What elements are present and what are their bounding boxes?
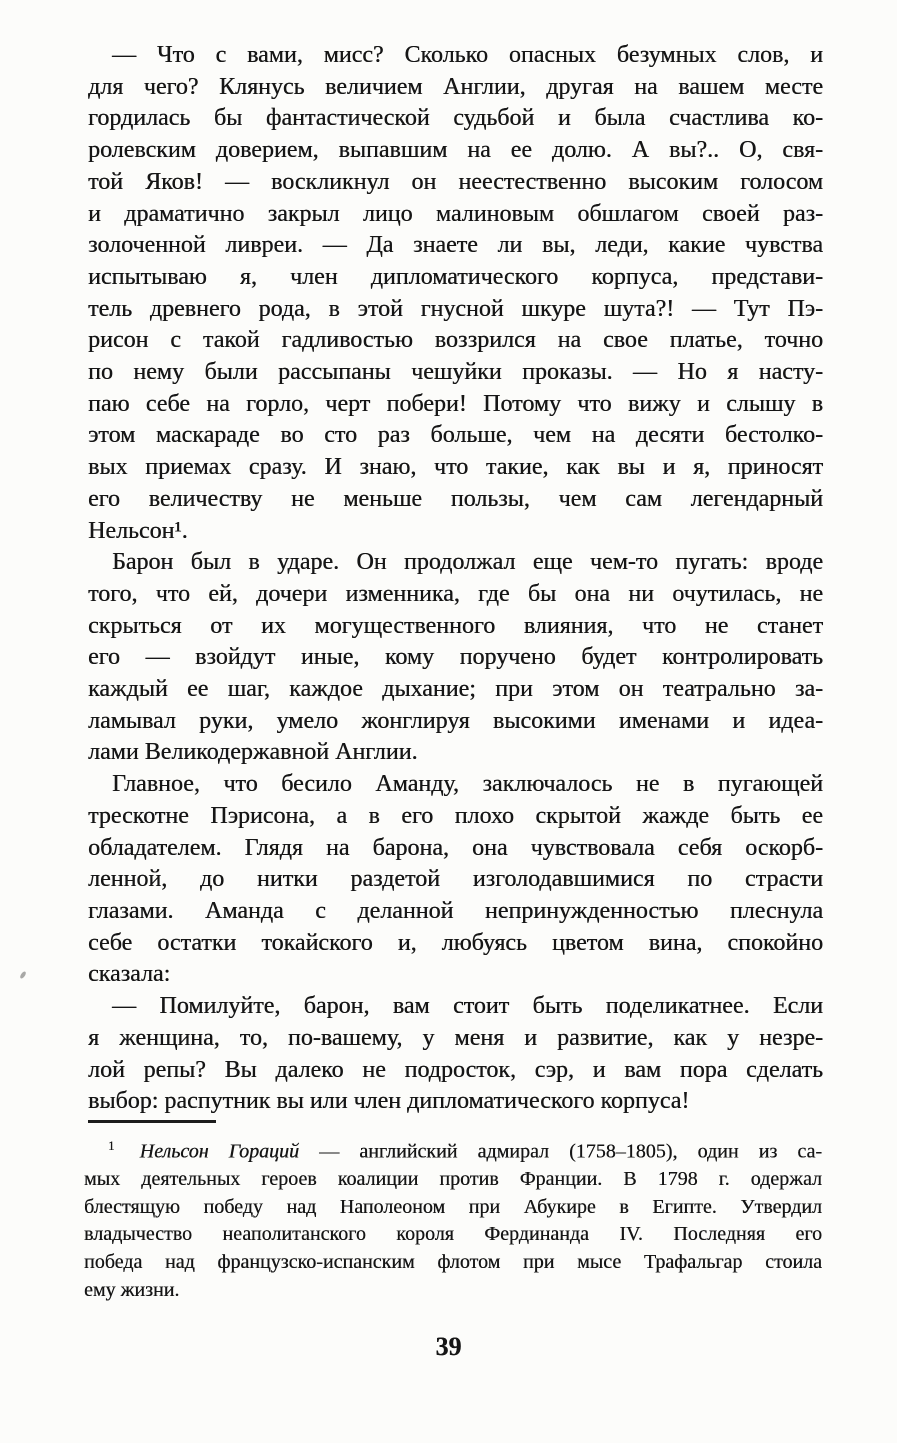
footnote-line: ему жизни. [84,1278,180,1301]
text-line: себе остатки токайского и, любуясь цветом вина, спокойно [88,929,823,956]
text-line: глазами. Аманда с деланной непринужденностью плеснула [88,897,823,924]
text-line: Барон был в ударе. Он продолжал еще чем-то пугать: вроде [112,549,823,576]
footnote-line: победа над французско-испанским флотом при мысе Трафальгар стоила [84,1251,822,1274]
footnote-line: блестящую победу над Наполеоном при Абукире в Египте. Утвердил [84,1195,822,1218]
footnote-line [84,1132,822,1166]
text-line: лой репы? Вы далеко не подросток, сэр, и вам пора сделать [88,1056,823,1083]
text-line: той Яков! — воскликнул он неестественно высоким голосом [88,168,823,195]
text-line: испытываю я, член дипломатического корпуса, представи- [88,263,823,290]
text-line: лами Великодержавной Англии. [88,739,418,766]
text-line: тель древнего рода, в этой гнусной шкуре шута?! — Тут Пэ- [88,295,823,322]
text-line: его — взойдут иные, кому поручено будет контролировать [88,644,823,671]
text-line: гордилась бы фантастической судьбой и была счастлива ко- [88,105,823,132]
footnote-line: владычество неаполитанского короля Фердинанда IV. Последняя его [84,1223,822,1246]
main-text [88,40,823,1118]
footnote-line-rest: — английский адмирал (1758–1805), один из са- [319,1140,823,1163]
text-line: по нему были рассыпаны чешуйки проказы. — Но я насту- [88,359,823,386]
text-line: я женщина, то, по-вашему, у меня и развитие, как у незре- [88,1024,823,1051]
text-line: паю себе на горло, черт побери! Потому что вижу и слышу в [88,390,823,417]
paragraph [88,40,823,547]
scan-artifact [19,971,27,980]
text-line: этом маскараде во сто раз больше, чем на десяти бестолко- [88,422,823,449]
text-line: трескотне Пэрисона, а в его плохо скрытой жажде быть ее [88,802,823,829]
footnote-marker: 1 [108,1138,115,1153]
text-line: его величеству не меньше пользы, чем сам легендарный [88,485,823,512]
footnote [84,1132,822,1304]
text-line: вых приемах сразу. И знаю, что такие, как вы и я, приносят [88,454,823,481]
text-line: сказала: [88,961,171,988]
text-line: и драматично закрыл лицо малиновым обшлагом своей раз- [88,200,823,227]
text-line: скрыться от их могущественного влияния, что не станет [88,612,823,639]
footnote-term: Нельсон Гораций [139,1140,300,1163]
text-line: того, что ей, дочери изменника, где бы она ни очутилась, не [88,580,823,607]
text-line: ленной, до нитки раздетой изголодавшимися по страсти [88,866,823,893]
text-line: обладателем. Глядя на барона, она чувствовала себя оскорб- [88,834,823,861]
footnote-separator [88,1120,216,1123]
text-line: ламывал руки, умело жонглируя высокими именами и идеа- [88,707,823,734]
page-number: 39 [435,1332,462,1361]
text-line: выбор: распутник вы или член дипломатического корпуса! [88,1088,690,1115]
text-line: золоченной ливреи. — Да знаете ли вы, леди, какие чувства [88,232,823,259]
footnote-line: мых деятельных героев коалиции против Франции. В 1798 г. одержал [84,1168,822,1191]
text-line: Главное, что бесило Аманду, заключалось не в пугающей [112,771,823,798]
text-line: — Что с вами, мисс? Сколько опасных безумных слов, и [112,42,823,68]
paragraph [88,547,823,769]
text-line: для чего? Клянусь величием Англии, другая на вашем месте [88,73,823,100]
paragraph [88,769,823,991]
text-line: рисон с такой гадливостью воззрился на свое платье, точно [88,327,823,354]
text-line: каждый ее шаг, каждое дыхание; при этом он театрально за- [88,676,823,703]
text-line: — Помилуйте, барон, вам стоит быть поделикатнее. Если [112,993,823,1020]
text-line: Нельсон¹. [88,517,188,544]
paragraph [88,991,823,1118]
text-line: ролевским доверием, выпавшим на ее долю. А вы?.. О, свя- [88,137,823,164]
